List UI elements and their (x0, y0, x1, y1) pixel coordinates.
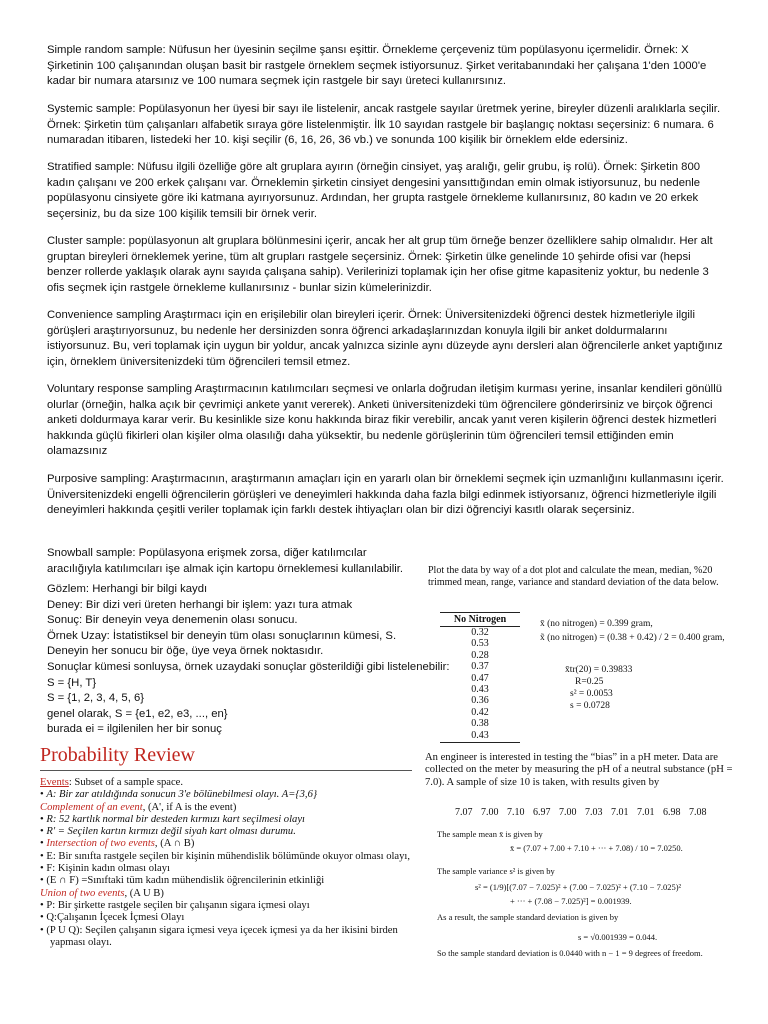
table-cell: 0.43 (471, 684, 489, 696)
paragraph-voluntary: Voluntary response sampling Araştırmacının katılımcıları seçmesi ve onlarla doğrudan iletişim kurması yerine, insanlar kendileri gönüllü olurlar (örneğin, halka açık bir çevrimiçi ankete yanıt vererek). Anketi üniversitenizdeki tüm öğrencilere gönderirsiniz ve birçok öğrenci anketi doldurmaya karar verir. Bu kesinlikle size konu hakkında biraz fikir verebilir, ancak yanıt veren kişilerin öğrenci destek hizmetleri hakkında güçlü fikirleri olan kişiler olma olasılığı daha yüksektir, bu nedenle görüşlerinin tüm öğrencileri temsil ettiğinden emin olamazsınız (47, 383, 722, 458)
variance-equation-1: s² = (1/9)[(7.07 − 7.025)² + (7.00 − 7.025)² + (7.10 − 7.025)² (475, 882, 682, 892)
probability-text: (E ∩ F) =Sınıftaki tüm kadın mühendislik öğrencilerinin etkinliği (46, 875, 325, 887)
paragraph-stratified: Stratified sample: Nüfusu ilgili özelliğe göre alt gruplara ayırın (örneğin cinsiyet, yaş aralığı, gelir grubu, iş rolü). Örnek: Şirketin 800 kadın çalışanı ve 200 erkek çalışanı var. Örneklemin şirketin cinsiyet dengesini yansıttığından emin olmak istiyorsunuz, bu nedenle popülasyonu cinsiyete göre iki katmana ayırıyorsunuz. Ardından, her grupta rastgele örnekleme kullanırsınız, 80 kadın ve 20 erkek seçersiniz, bu da size 100 kişilik temsili bir örnek verir. (47, 161, 701, 220)
dot-plot-prompt: Plot the data by way of a dot plot and calculate the mean, median, %20 trimmed mean, range, variance and standard deviation of the data below. (428, 565, 719, 588)
probability-text: (P U Q): Seçilen çalışanın sigara içmesi veya içecek içmesi ya da her ikisini birden yapması olayı. (46, 924, 398, 948)
probability-text: E: Bir sınıfta rastgele seçilen bir kişinin mühendislik bölümünde okuyor olması olayı, (46, 850, 411, 862)
bullet-glyph: • (40, 789, 47, 801)
sd-equation: s = √0.001939 = 0.044. (578, 932, 658, 942)
glossary-item: Sonuç: Bir deneyin veya denemenin olası sonucu. (47, 614, 298, 627)
bullet-glyph: • (40, 924, 47, 936)
probability-line (40, 838, 420, 850)
glossary-item: S = {1, 2, 3, 4, 5, 6} (47, 692, 145, 705)
probability-text: , (A', if A is the event) (142, 801, 237, 813)
glossary-item: Deneyin her sonucu bir öğe, üye veya örnek noktasıdır. (47, 645, 324, 658)
glossary-item: Örnek Uzay: İstatistiksel bir deneyin tüm olası sonuçlarının kümesi, S. (47, 629, 397, 642)
paragraph-simple-random: Simple random sample: Nüfusun her üyesinin seçilme şansı eşittir. Örnekleme çerçeveniz tüm popülasyonu içermelidir. Örnek: X Şirketinin 100 çalışanından oluşan basit bir rastgele örneklem seçmek istiyorsunuz. Şirket veritabanındaki her çalışana 1'den 1000'e kadar bir numara atarsınız ve 100 numara seçmek için rastgele bir sayı üreteci kullanırsınız. (47, 44, 707, 88)
variance-intro: The sample variance s² is given by (437, 866, 555, 876)
sd-intro: As a result, the sample standard deviation is given by (437, 912, 619, 922)
table-cell: 0.47 (471, 672, 489, 684)
probability-line (40, 925, 420, 950)
variance-value: s² = 0.0053 (570, 689, 613, 699)
glossary-item: Deney: Bir dizi veri üreten herhangi bir işlem: yazı tura atmak (47, 598, 353, 611)
table-cell: 0.53 (471, 638, 489, 650)
probability-text: A: Bir zar atıldığında sonucun 3'e bölünebilmesi olayı. A={3,6} (46, 789, 318, 801)
probability-text: Intersection of two events (46, 838, 155, 850)
bullet-glyph: • (40, 850, 47, 862)
probability-line (40, 789, 420, 801)
table-header: No Nitrogen (440, 612, 520, 627)
table-cell: 0.28 (471, 649, 489, 661)
probability-text: R: 52 kartlık normal bir desteden kırmızı kart seçilmesi olayı (46, 813, 305, 825)
paragraph-purposive: Purposive sampling: Araştırmacının, araştırmanın amaçları için en yararlı olan bir örneklemi seçmek için uzmanlığını kullanmasını içerir. Üniversitenizdeki engelli öğrencilerin görüşleri ve deneyimleri hakkında daha fazla bilgi edinmek istiyorsanız, öğrenci hizmetleriyle ilgili deneyimleri hakkında çeşitli veriler toplamak için farklı destek ihtiyaçları olan bir dizi öğrenciyi kasıtlı olarak seçersiniz. (47, 473, 724, 517)
title-rule (40, 770, 412, 771)
probability-lines (40, 777, 420, 949)
bullet-glyph: • (40, 826, 47, 838)
glossary-item: S = {H, T} (47, 676, 97, 689)
glossary-item: burada ei = ilgilenilen her bir sonuç (47, 723, 222, 736)
glossary-list (47, 582, 450, 738)
probability-text: Q:Çalışanın İçecek İçmesi Olayı (46, 912, 185, 924)
table-cell: 0.36 (471, 695, 489, 707)
table-cell: 0.43 (471, 729, 489, 741)
probability-text: R' = Seçilen kartın kırmızı değil siyah kart olması durumu. (46, 826, 296, 838)
bullet-glyph: • (40, 912, 47, 924)
probability-text: , (A ∩ B) (154, 838, 195, 850)
sd-value: s = 0.0728 (570, 701, 610, 711)
probability-text: Events (40, 777, 69, 788)
ph-values: 7.07 7.00 7.10 6.97 7.00 7.03 7.01 7.01 6.98 7.08 (455, 807, 707, 818)
glossary-item: Sonuçlar kümesi sonluysa, örnek uzaydaki sonuçlar gösterildiği gibi listelenebilir: (47, 660, 450, 673)
trimmed-mean: x̄tr(20) = 0.39833 (565, 665, 633, 675)
bullet-glyph: • (40, 875, 47, 887)
probability-text: Complement of an event (40, 801, 143, 813)
table-cell: 0.38 (471, 718, 489, 730)
probability-text: F: Kişinin kadın olması olayı (46, 863, 170, 875)
probability-line (40, 900, 420, 912)
glossary-item: genel olarak, S = {e1, e2, e3, ..., en} (47, 707, 228, 720)
paragraph-systemic: Systemic sample: Popülasyonun her üyesi bir sayı ile listelenir, ancak rastgele sayılar üretmek yerine, bireyler düzenli aralıklarla seçilir. Örnek: Şirketin tüm çalışanları alfabetik sıraya göre listelenmiştir. İlk 10 sayıdan rastgele bir başlangıç noktası seçersiniz: 6 numara. 6 numaradan itibaren, listedeki her 10. kişi seçilir (6, 16, 26, 36 vb.) ve sonunda 100 kişilik bir örneklem elde edersiniz. (47, 103, 721, 147)
probability-line (40, 814, 420, 826)
probability-line (40, 912, 420, 924)
range-value: R=0.25 (575, 677, 604, 687)
probability-title: Probability Review (40, 744, 195, 766)
probability-line (40, 826, 420, 838)
probability-text: , (A U B) (124, 887, 164, 899)
probability-line (40, 802, 420, 814)
glossary-item: Gözlem: Herhangi bir bilgi kaydı (47, 583, 208, 595)
sd-conclusion: So the sample standard deviation is 0.0440 with n − 1 = 9 degrees of freedom. (437, 948, 703, 958)
table-cell: 0.42 (471, 706, 489, 718)
bullet-glyph: • (40, 813, 47, 825)
probability-review (40, 744, 420, 949)
mean-equation: x̄ = (7.07 + 7.00 + 7.10 + ··· + 7.08) / 10 = 7.0250. (510, 843, 683, 853)
mean-line: x̄ (no nitrogen) = 0.399 gram, (540, 619, 653, 629)
probability-text: : Subset of a sample space. (68, 777, 183, 788)
nitrogen-table (440, 612, 520, 743)
table-cell: 0.32 (471, 627, 489, 638)
table-cell: 0.37 (471, 661, 489, 673)
probability-text: Union of two events (40, 887, 125, 899)
median-line: x̃ (no nitrogen) = (0.38 + 0.42) / 2 = 0.400 gram, (540, 633, 725, 643)
bullet-glyph: • (40, 863, 47, 875)
probability-line (40, 863, 420, 875)
bullet-glyph: • (40, 838, 47, 850)
bullet-glyph: • (40, 899, 47, 911)
paragraph-cluster: Cluster sample: popülasyonun alt gruplara bölünmesini içerir, ancak her alt grup tüm örneğe benzer özelliklere sahip olmalıdır. Her alt gruptan bireyleri örneklemek yerine, tüm alt grupları rastgele seçersiniz. Örnek: Şirketin ülke genelinde 10 şehirde ofisi var (hepsi benzer rollerde yaklaşık olarak aynı sayıda çalışana sahip). Verilerinizi toplamak için her ofise gitme kapasiteniz yoktur, bu nedenle 3 ofis seçmek için rastgele örnekleme kullanırsınız - bunlar sizin kümelerinizdir. (47, 235, 713, 294)
probability-line (40, 875, 420, 887)
table-bottom-rule (440, 742, 520, 743)
probability-line (40, 851, 420, 863)
paragraph-convenience: Convenience sampling Araştırmacı için en erişilebilir olan bireyleri içerir. Örnek: Üniversitenizdeki öğrenci destek hizmetleriyle ilgili görüşleri araştırıyorsunuz, bu nedenle her dersinizden sonra öğrenci arkadaşlarınızdan konuyla ilgili bir anket doldurmalarını istiyorsunuz. Bu, veri toplamak için uygun bir yoldur, ancak yalnızca sizinle aynı düzeyde aynı dersleri alan öğrencilerle anket yaptığınız için, örneklem üniversitenizdeki tüm öğrencileri temsil etmez. (47, 309, 723, 368)
probability-text: P: Bir şirkette rastgele seçilen bir çalışanın sigara içmesi olayı (46, 899, 310, 911)
variance-equation-2: + ··· + (7.08 − 7.025)²] = 0.001939. (510, 896, 632, 906)
paragraph-snowball: Snowball sample: Popülasyona erişmek zorsa, diğer katılımcılar aracılığıyla katılımcıları işe almak için kartopu örneklemesi kullanılabilir. (47, 547, 403, 575)
probability-line (40, 777, 420, 789)
table-body (440, 627, 520, 741)
probability-line (40, 888, 420, 900)
mean-intro: The sample mean x̄ is given by (437, 829, 543, 839)
ph-problem-text: An engineer is interested in testing the “bias” in a pH meter. Data are collected on the meter by measuring the pH of a neutral substance (pH = 7.0). A sample of size 10 is taken, with results given by (425, 752, 733, 788)
